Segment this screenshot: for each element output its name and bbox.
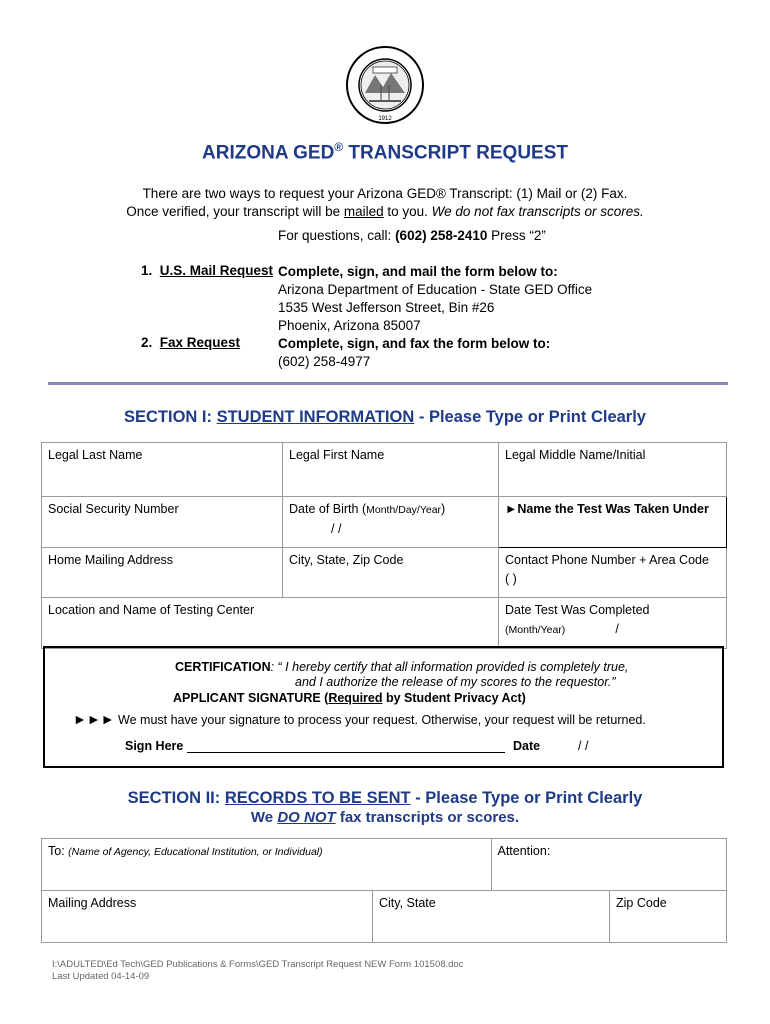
signature-requirement: APPLICANT SIGNATURE (Required by Student Privacy Act) xyxy=(173,691,526,705)
certification-box xyxy=(43,646,724,768)
recipient-city-state-field[interactable]: City, State xyxy=(373,891,610,943)
first-name-field[interactable]: Legal First Name xyxy=(283,443,499,497)
mail-request-label: 1. U.S. Mail Request xyxy=(141,263,274,278)
home-address-field[interactable]: Home Mailing Address xyxy=(42,548,283,598)
no-fax-notice: We DO NOT fax transcripts or scores. xyxy=(250,809,520,826)
last-name-field[interactable]: Legal Last Name xyxy=(42,443,283,497)
dob-field[interactable]: Date of Birth (Month/Day/Year) / / xyxy=(283,497,499,548)
page-title: ARIZONA GED® TRANSCRIPT REQUEST xyxy=(202,140,568,164)
ssn-field[interactable]: Social Security Number xyxy=(42,497,283,548)
section-1-heading: SECTION I: STUDENT INFORMATION - Please Type or Print Clearly xyxy=(124,408,646,426)
testing-center-field[interactable]: Location and Name of Testing Center xyxy=(42,598,499,649)
section-2-heading: SECTION II: RECORDS TO BE SENT - Please Type or Print Clearly xyxy=(127,789,643,807)
attention-field[interactable]: Attention: xyxy=(491,839,727,891)
student-info-table xyxy=(41,442,727,649)
intro-line-2: Once verified, your transcript will be mailed to you. We do not fax transcripts or scores. xyxy=(126,204,644,219)
document-footer: I:\ADULTED\Ed Tech\GED Publications & Forms\GED Transcript Request NEW Form 101508.doc Last Updated 04-14-09 xyxy=(52,959,464,982)
phone-field[interactable]: Contact Phone Number + Area Code ( ) xyxy=(499,548,727,598)
svg-text:1912: 1912 xyxy=(378,116,392,122)
middle-name-field[interactable]: Legal Middle Name/Initial xyxy=(499,443,727,497)
arizona-state-seal xyxy=(345,45,425,125)
fax-instructions: Complete, sign, and fax the form below to: (602) 258-4977 xyxy=(278,336,551,369)
date-completed-field[interactable]: Date Test Was Completed (Month/Year) / xyxy=(499,598,727,649)
recipient-mailing-address-field[interactable]: Mailing Address xyxy=(42,891,373,943)
records-table xyxy=(41,838,727,943)
recipient-zip-field[interactable]: Zip Code xyxy=(610,891,727,943)
test-name-field[interactable]: ►Name the Test Was Taken Under xyxy=(499,497,727,548)
divider xyxy=(48,382,728,385)
fax-request-label: 2. Fax Request xyxy=(141,335,241,350)
phone-line: For questions, call: (602) 258-2410 Press “2” xyxy=(278,228,546,243)
mail-instructions: Complete, sign, and mail the form below to: Arizona Department of Education - State GED Office 1535 West Jefferson Street, Bin #26 Phoenix, Arizona 85007 xyxy=(278,264,593,333)
sign-here-label: Sign Here xyxy=(125,739,184,753)
must-sign-notice: ►►► We must have your signature to process your request. Otherwise, your request will be returned. xyxy=(73,711,646,727)
certification-text: CERTIFICATION: “ I hereby certify that all information provided is completely true, and I authorize the release of my scores to the requestor.” xyxy=(175,660,629,689)
signature-line[interactable] xyxy=(187,752,505,753)
date-label: Date xyxy=(513,739,541,753)
recipient-field[interactable]: To: (Name of Agency, Educational Institution, or Individual) xyxy=(42,839,492,891)
intro-line-1: There are two ways to request your Arizona GED® Transcript: (1) Mail or (2) Fax. xyxy=(142,186,628,201)
signature-date-field[interactable]: / / xyxy=(578,739,589,753)
city-state-zip-field[interactable]: City, State, Zip Code xyxy=(283,548,499,598)
